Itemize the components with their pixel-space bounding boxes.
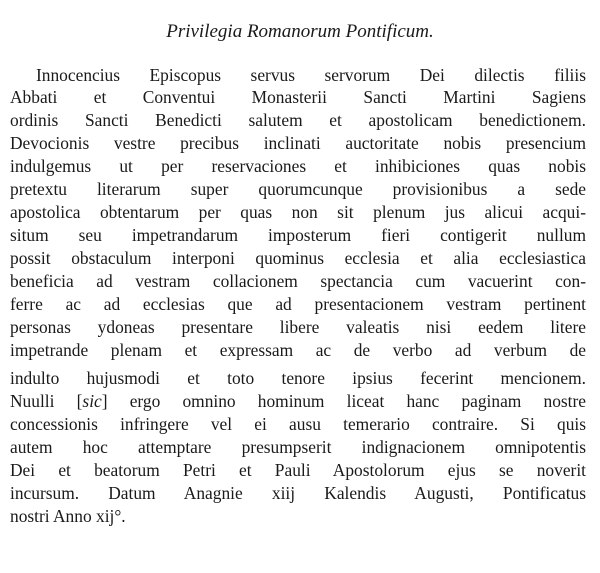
text-line: personas ydoneas presentare libere valeatis nisi eedem litere [10,317,586,337]
text-line: Devocionis vestre precibus inclinati auctoritate nobis presencium [10,133,586,153]
document-title: Privilegia Romanorum Pontificum. [166,21,434,42]
text-line: autem hoc attemptare presumpserit indignacionem omnipotentis [10,437,586,457]
text-line: situm seu impetrandarum imposterum fieri contigerit nullum [10,225,586,245]
text-line: pretextu literarum super quorumcunque provisionibus a sede [10,179,586,199]
text-line: Innocencius Episcopus servus servorum Dei dilectis filiis [36,65,586,85]
text-line: ferre ac ad ecclesias que ad presentacionem vestram pertinent [10,294,586,314]
text-line: Nuulli [sic] ergo omnino hominum liceat hanc paginam nostre [10,391,586,411]
text-line: indulgemus ut per reservaciones et inhibiciones quas nobis [10,156,586,176]
text-line: indulto hujusmodi et toto tenore ipsius fecerint mencionem. [10,368,586,388]
text-line: Abbati et Conventui Monasterii Sancti Martini Sagiens [10,87,586,107]
text-line: concessionis infringere vel ei ausu temerario contraire. Si quis [10,414,586,434]
text-line: apostolica obtentarum per quas non sit plenum jus alicui acqui- [10,202,586,222]
text-line: incursum. Datum Anagnie xiij Kalendis Augusti, Pontificatus [10,483,586,503]
text-line: impetrande plenam et expressam ac de verbo ad verbum de [10,340,586,360]
text-line: nostri Anno xij°. [10,506,126,526]
text-line: possit obstaculum interponi quominus ecclesia et alia ecclesiastica [10,248,586,268]
text-line: beneficia ad vestram collacionem spectancia cum vacuerint con- [10,271,586,291]
text-line: Dei et beatorum Petri et Pauli Apostolorum ejus se noverit [10,460,586,480]
sic-annotation: sic [82,391,102,411]
text-line: ordinis Sancti Benedicti salutem et apostolicam benedictionem. [10,110,586,130]
